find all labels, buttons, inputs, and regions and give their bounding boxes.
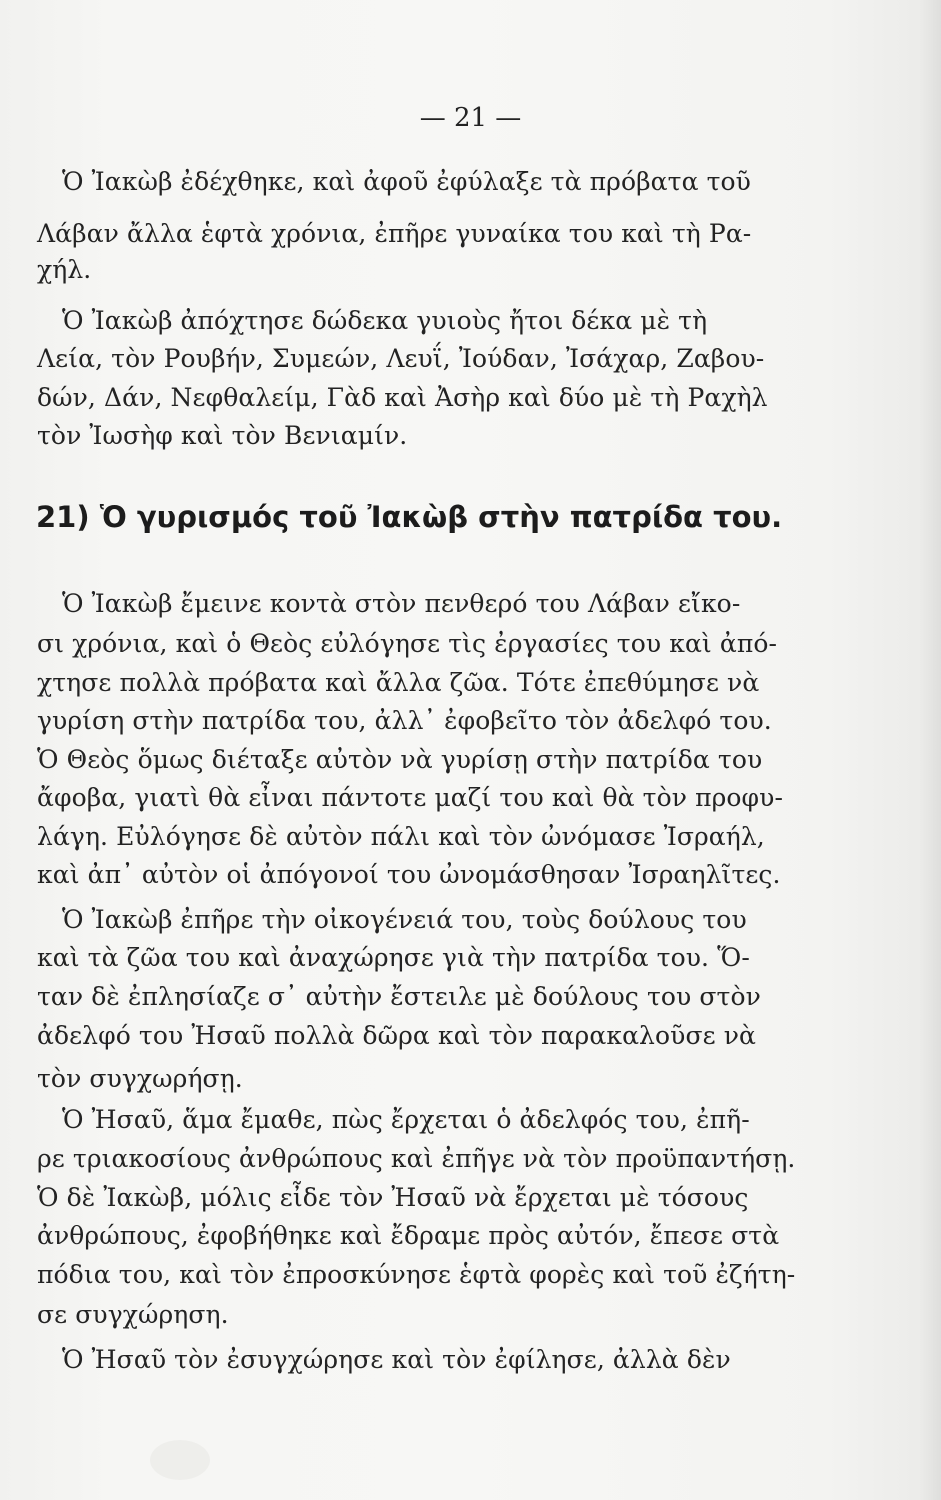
page-number: — 21 —: [419, 103, 522, 133]
text-line: Λάβαν ἄλλα ἑφτὰ χρόνια, ἐπῆρε γυναίκα του καὶ τὴ Ρα-: [37, 219, 752, 248]
text-line: ταν δὲ ἐπλησίαζε σ᾽ αὐτὴν ἔστειλε μὲ δούλους του στὸν: [37, 982, 761, 1011]
text-line: Λεία, τὸν Ρουβήν, Συμεών, Λευΐ, Ἰούδαν, Ἰσάχαρ, Ζαβου-: [37, 344, 765, 373]
text-line: ρε τριακοσίους ἀνθρώπους καὶ ἐπῆγε νὰ τὸν προϋπαντήσῃ.: [37, 1144, 796, 1173]
text-line: Ὁ Ἠσαῦ τὸν ἐσυγχώρησε καὶ τὸν ἐφίλησε, ἀλλὰ δὲν: [62, 1345, 731, 1374]
text-line: σε συγχώρηση.: [37, 1300, 229, 1329]
text-line: καὶ τὰ ζῶα του καὶ ἀναχώρησε γιὰ τὴν πατρίδα του. Ὅ-: [37, 943, 750, 972]
text-line: Ὁ Ἰακὼβ ἔμεινε κοντὰ στὸν πενθερό του Λάβαν εἴκο-: [62, 589, 741, 618]
text-line: λάγη. Εὐλόγησε δὲ αὐτὸν πάλι καὶ τὸν ὠνόμασε Ἰσραήλ,: [37, 822, 765, 851]
text-line: ἄφοβα, γιατὶ θὰ εἶναι πάντοτε μαζί του καὶ θὰ τὸν προφυ-: [37, 783, 784, 812]
text-line: χήλ.: [37, 255, 92, 284]
text-line: Ὁ Θεὸς ὅμως διέταξε αὐτὸν νὰ γυρίσῃ στὴν πατρίδα του: [37, 745, 763, 774]
text-line: τὸν συγχωρήσῃ.: [37, 1064, 243, 1093]
text-line: σι χρόνια, καὶ ὁ Θεὸς εὐλόγησε τὶς ἐργασίες του καὶ ἀπό-: [37, 629, 778, 658]
text-line: πόδια του, καὶ τὸν ἐπροσκύνησε ἑφτὰ φορὲς καὶ τοῦ ἐζήτη-: [37, 1260, 796, 1289]
text-line: καὶ ἀπ᾽ αὐτὸν οἱ ἀπόγονοί του ὠνομάσθησαν Ἰσραηλῖτες.: [37, 860, 781, 889]
text-line: Ὁ Ἠσαῦ, ἅμα ἔμαθε, πὼς ἔρχεται ὁ ἀδελφός του, ἐπῆ-: [62, 1105, 750, 1134]
text-line: τὸν Ἰωσὴφ καὶ τὸν Βενιαμίν.: [37, 421, 408, 450]
text-line: Ὁ Ἰακὼβ ἐπῆρε τὴν οἰκογένειά του, τοὺς δούλους του: [62, 905, 747, 934]
text-line: χτησε πολλὰ πρόβατα καὶ ἄλλα ζῶα. Τότε ἐπεθύμησε νὰ: [37, 668, 760, 697]
text-line: γυρίση στὴν πατρίδα του, ἀλλ᾽ ἐφοβεῖτο τὸν ἀδελφό του.: [37, 706, 772, 735]
text-line: δών, Δάν, Νεφθαλείμ, Γὰδ καὶ Ἀσὴρ καὶ δύο μὲ τὴ Ραχὴλ: [37, 383, 768, 412]
text-line: Ὁ Ἰακὼβ ἐδέχθηκε, καὶ ἀφοῦ ἐφύλαξε τὰ πρόβατα τοῦ: [62, 167, 751, 196]
page-edge-shadow: [919, 0, 941, 1500]
section-heading: 21) Ὁ γυρισμός τοῦ Ἰακὼβ στὴν πατρίδα του.: [36, 500, 783, 534]
text-line: ἀνθρώπους, ἐφοβήθηκε καὶ ἔδραμε πρὸς αὐτόν, ἔπεσε στὰ: [37, 1221, 780, 1250]
text-line: ἀδελφό του Ἠσαῦ πολλὰ δῶρα καὶ τὸν παρακαλοῦσε νὰ: [37, 1021, 756, 1050]
text-line: Ὁ δὲ Ἰακὼβ, μόλις εἶδε τὸν Ἠσαῦ νὰ ἔρχεται μὲ τόσους: [37, 1183, 749, 1212]
paper-stain: [150, 1440, 210, 1480]
text-line: Ὁ Ἰακὼβ ἀπόχτησε δώδεκα γυιοὺς ἤτοι δέκα μὲ τὴ: [62, 306, 708, 335]
